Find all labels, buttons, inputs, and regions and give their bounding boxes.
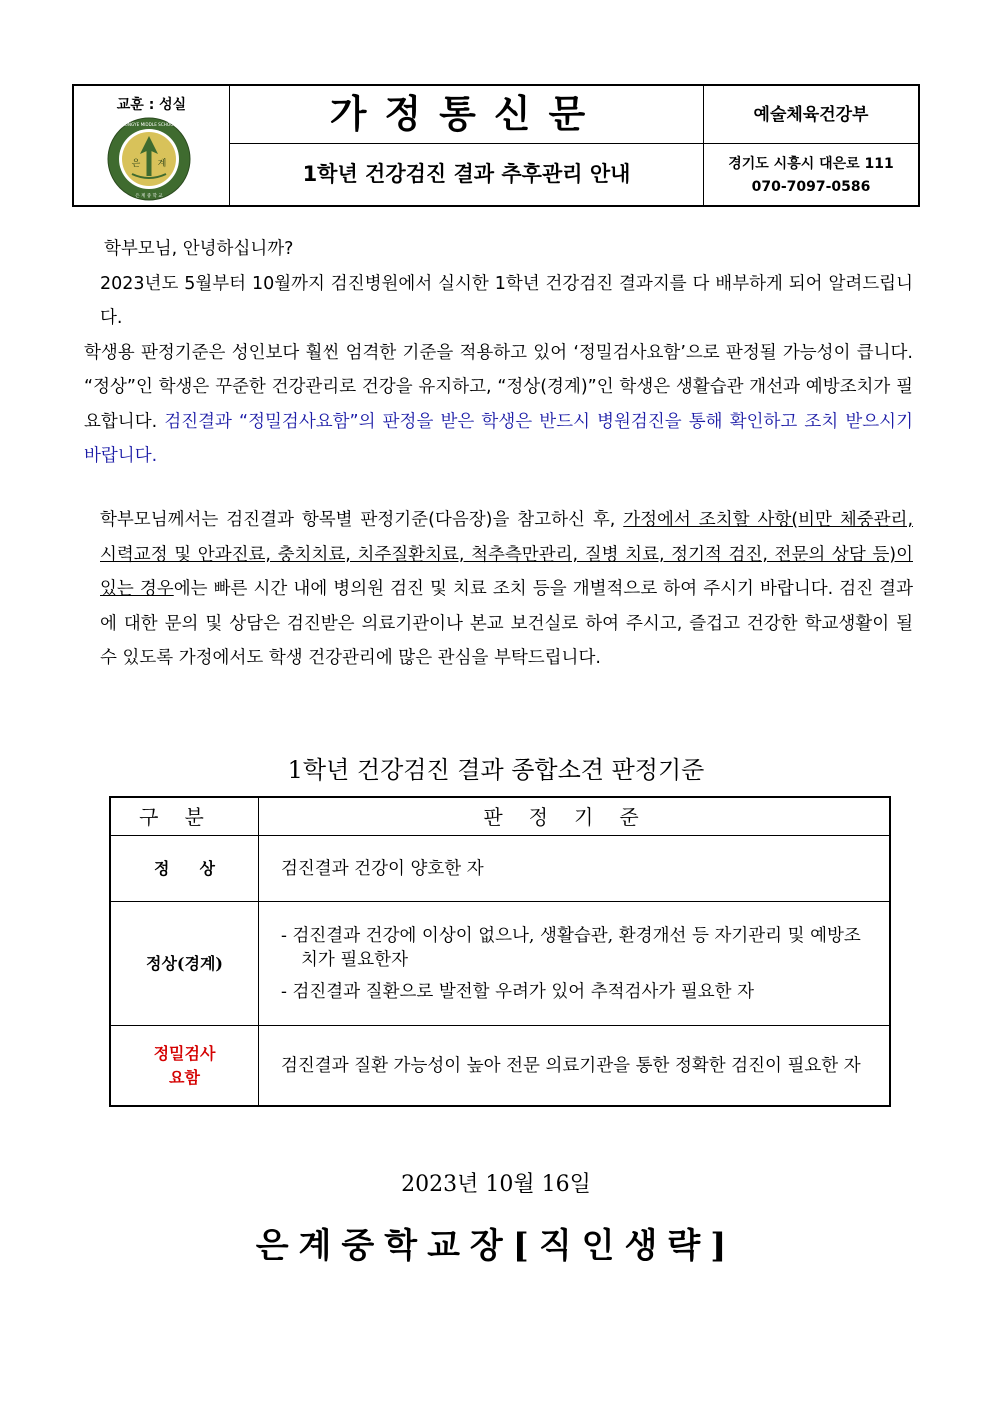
criteria-table-title: 1학년 건강검진 결과 종합소견 판정기준 [287, 756, 705, 784]
school-address: 경기도 시흥시 대은로 111 [728, 156, 894, 172]
school-emblem-icon [106, 116, 192, 202]
row-label-normal: 정상 [111, 836, 259, 902]
emblem-top-text: EUNGYE MIDDLE SCHOOL [122, 122, 176, 127]
document-title: 가정통신문 [230, 86, 704, 144]
row-criteria-precise-exam [259, 1026, 889, 1105]
label-line: 요함 [169, 1067, 200, 1087]
row-label-borderline: 정상(경계) [111, 902, 259, 1026]
row-label-precise-exam [111, 1026, 259, 1105]
table-header-criteria: 판정기준 [259, 798, 889, 836]
precise-exam-notice: 검진결과 “정밀검사요함”의 판정을 받은 학생은 반드시 병원검진을 통해 확인하고 조치 받으시기 바랍니다. [84, 411, 913, 466]
greeting: 학부모님, 안녕하십니까? [104, 239, 294, 259]
row-criteria-normal [259, 836, 889, 902]
criteria-explanation: 학생용 판정기준은 성인보다 훨씬 엄격한 기준을 적용하고 있어 ‘정밀검사요함’으로 판정될 가능성이 큽니다. “정상”인 학생은 꾸준한 건강관리로 건강을 유지하고, “정상(경계)”인 학생은 생활습관 개선과 예방조치가 필요합니다. [84, 342, 913, 432]
school-phone: 070-7097-0586 [751, 179, 871, 195]
table-header-category: 구분 [111, 798, 259, 836]
paragraph-home-care [80, 503, 913, 676]
department-name: 예술체육건강부 [704, 86, 918, 144]
motto-cell [74, 86, 230, 205]
emblem-right-char: 계 [157, 159, 167, 169]
guidance-section [80, 503, 913, 676]
criteria-text: 검진결과 질환 가능성이 높아 전문 의료기관을 통한 정확한 검진이 필요한 자 [281, 1055, 861, 1076]
principal-signature: 은계중학교장[직인생략] [255, 1226, 737, 1266]
document-subtitle: 1학년 건강검진 결과 추후관리 안내 [230, 144, 704, 205]
paragraph-results-distributed: 2023년도 5월부터 10월까지 검진병원에서 실시한 1학년 건강검진 결과지를 다 배부하게 되어 알려드립니다. [100, 273, 913, 328]
criteria-item: - 검진결과 질환으로 발전할 우려가 있어 추적검사가 필요한 자 [281, 981, 755, 1002]
criteria-item: - 검진결과 건강에 이상이 없으나, 생활습관, 환경개선 등 자기관리 및 예방조치가 필요한자 [281, 925, 861, 970]
school-motto: 교훈 : 성실 [116, 97, 187, 113]
label-line: 정밀검사 [153, 1043, 216, 1063]
intro-section [80, 232, 913, 474]
letter-header [72, 84, 920, 207]
criteria-table [109, 796, 891, 1107]
paragraph-criteria [80, 336, 913, 474]
home-care-closing: 에는 빠른 시간 내에 병의원 검진 및 치료 조치 등을 개별적으로 하여 주시기 바랍니다. 검진 결과에 대한 문의 및 상담은 검진받은 의료기관이나 본교 보건실로 하여 주시고, 즐겁고 건강한 학교생활이 될 수 있도록 가정에서도 학생 건강관리에 많은 관심을 부탁드립니다. [100, 579, 913, 668]
home-care-intro: 학부모님께서는 검진결과 항목별 판정기준(다음장)을 참고하신 후, [100, 510, 624, 530]
row-criteria-borderline [259, 902, 889, 1026]
issue-date: 2023년 10월 16일 [401, 1172, 591, 1197]
emblem-bottom-text: 은 계 중 학 교 [135, 194, 163, 199]
home-care-items: 가정에서 조치할 사항(비만 체중관리, 시력교정 및 안과진료, 충치치료, 치주질환치료, 척추측만관리, 질병 치료, 정기적 검진, 전문의 상담 등)이 있는 경우 [100, 510, 914, 599]
emblem-left-char: 은 [131, 159, 141, 169]
contact-info [704, 144, 918, 205]
criteria-text: 검진결과 건강이 양호한 자 [281, 858, 484, 879]
